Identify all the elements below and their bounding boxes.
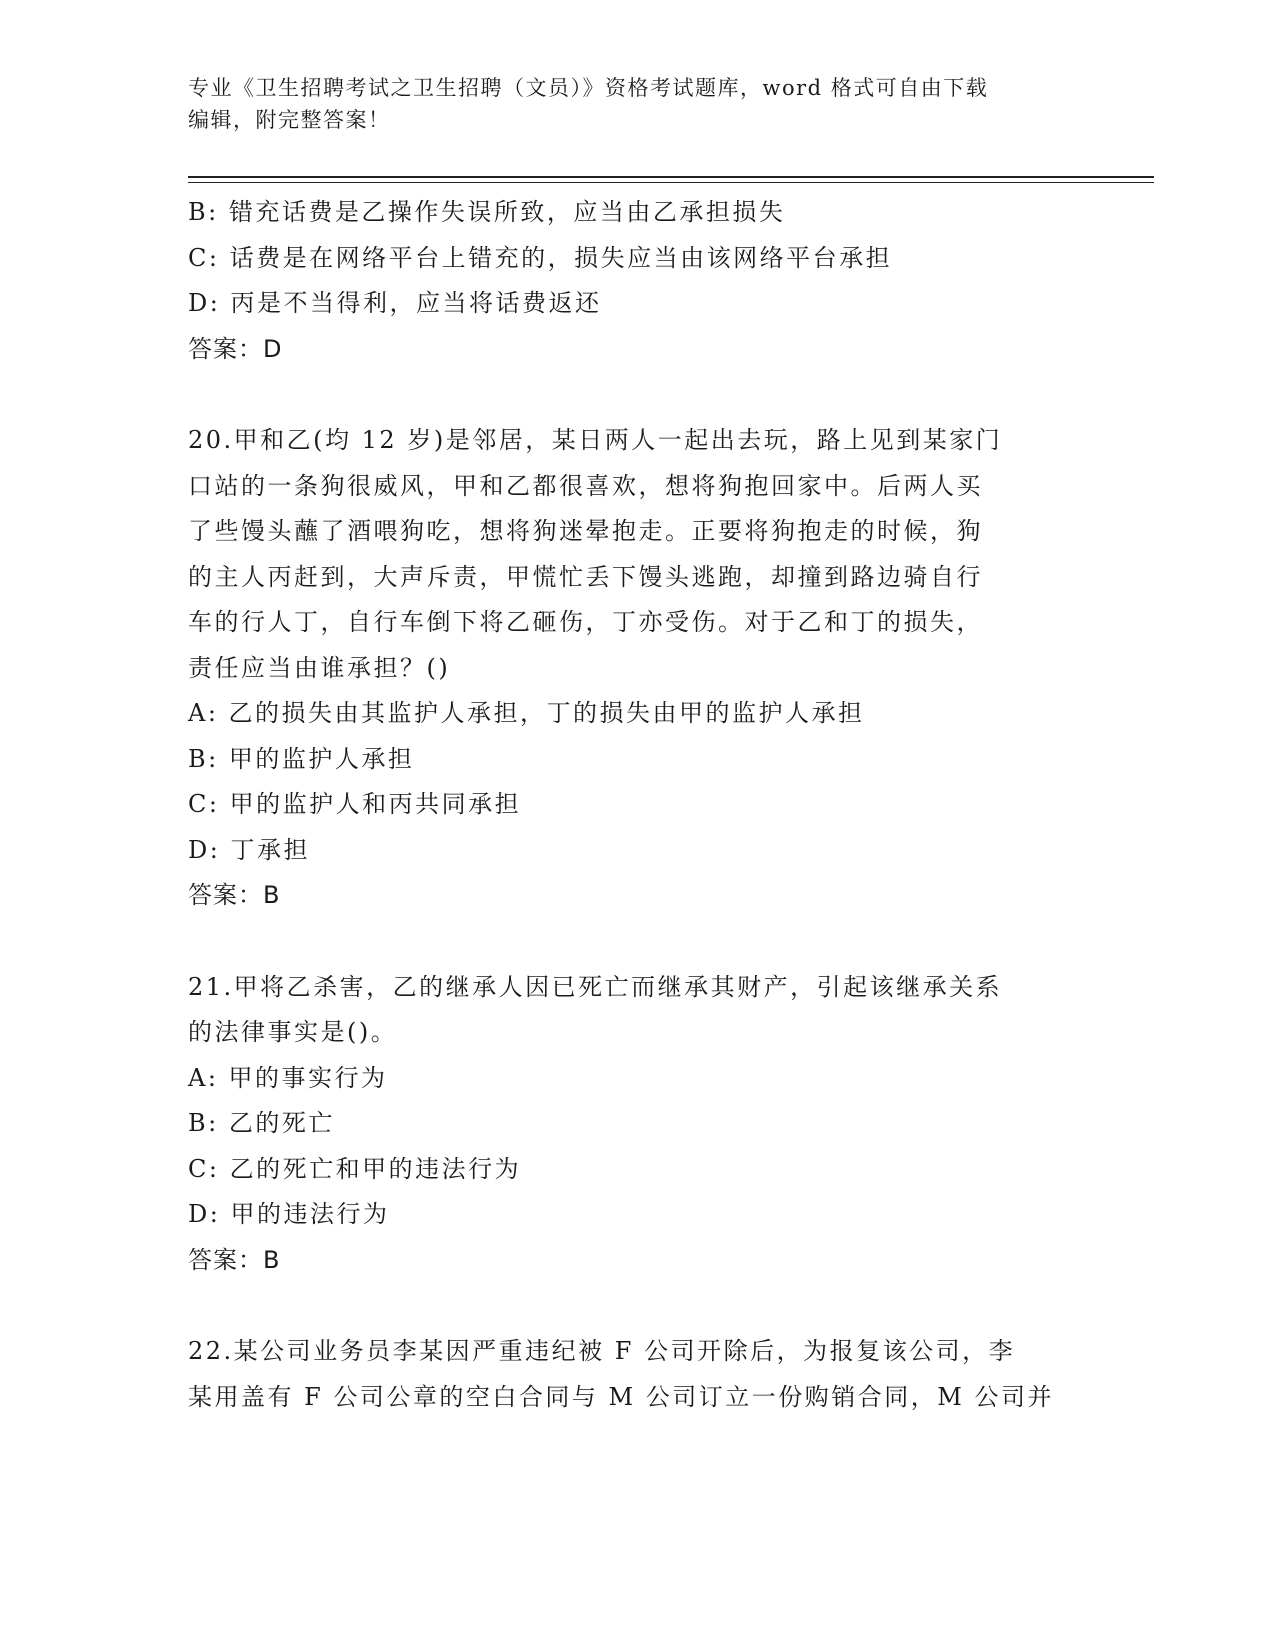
option-line: A: 乙的损失由其监护人承担，丁的损失由甲的监护人承担 bbox=[188, 699, 865, 727]
question-stem-line: 了些馒头蘸了酒喂狗吃，想将狗迷晕抱走。正要将狗抱走的时候，狗 bbox=[188, 517, 983, 545]
question-stem-line: 22.某公司业务员李某因严重违纪被 F 公司开除后，为报复该公司，李 bbox=[188, 1337, 1016, 1365]
spacer bbox=[188, 919, 1078, 965]
document-content bbox=[188, 190, 1078, 1420]
option-line: B: 错充话费是乙操作失误所致，应当由乙承担损失 bbox=[188, 198, 786, 226]
answer-line: 答案：B bbox=[188, 1245, 281, 1274]
option-line: D: 甲的违法行为 bbox=[188, 1200, 390, 1228]
spacer bbox=[188, 1283, 1078, 1329]
question-stem-line: 责任应当由谁承担？() bbox=[188, 653, 451, 682]
question-stem-line: 车的行人丁，自行车倒下将乙砸伤，丁亦受伤。对于乙和丁的损失， bbox=[188, 608, 983, 636]
answer-line: 答案：B bbox=[188, 881, 281, 909]
question-20 bbox=[188, 418, 1078, 919]
question-22 bbox=[188, 1329, 1078, 1420]
option-line: A: 甲的事实行为 bbox=[188, 1063, 388, 1092]
document-header bbox=[188, 72, 1068, 136]
option-line: B: 乙的死亡 bbox=[188, 1109, 335, 1137]
header-line-1: 专业《卫生招聘考试之卫生招聘（文员）》资格考试题库，word 格式可自由下载 bbox=[188, 76, 989, 100]
option-line: C: 乙的死亡和甲的违法行为 bbox=[188, 1154, 522, 1183]
option-line: B: 甲的监护人承担 bbox=[188, 744, 415, 773]
option-line: D: 丙是不当得利，应当将话费返还 bbox=[188, 289, 602, 317]
question-stem-line: 20.甲和乙(均 12 岁)是邻居，某日两人一起出去玩，路上见到某家门 bbox=[188, 426, 1003, 454]
question-stem-line: 的主人丙赶到，大声斥责，甲慌忙丢下馒头逃跑，却撞到路边骑自行 bbox=[188, 562, 983, 591]
answer-line: 答案：D bbox=[188, 334, 283, 363]
header-line-2: 编辑，附完整答案！ bbox=[188, 108, 391, 132]
header-rule-thick bbox=[188, 176, 1154, 178]
question-stem-line: 的法律事实是()。 bbox=[188, 1018, 398, 1046]
question-stem-line: 口站的一条狗很威风，甲和乙都很喜欢，想将狗抱回家中。后两人买 bbox=[188, 471, 983, 500]
option-line: C: 甲的监护人和丙共同承担 bbox=[188, 790, 522, 818]
question-stem-line: 21.甲将乙杀害，乙的继承人因已死亡而继承其财产，引起该继承关系 bbox=[188, 972, 1003, 1001]
question-21 bbox=[188, 965, 1078, 1284]
option-line: C: 话费是在网络平台上错充的，损失应当由该网络平台承担 bbox=[188, 243, 893, 272]
option-line: D: 丁承担 bbox=[188, 835, 310, 864]
spacer bbox=[188, 372, 1078, 418]
question-stem-line: 某用盖有 F 公司公章的空白合同与 M 公司订立一份购销合同，M 公司并 bbox=[188, 1382, 1054, 1411]
header-rule-thin bbox=[188, 182, 1154, 183]
